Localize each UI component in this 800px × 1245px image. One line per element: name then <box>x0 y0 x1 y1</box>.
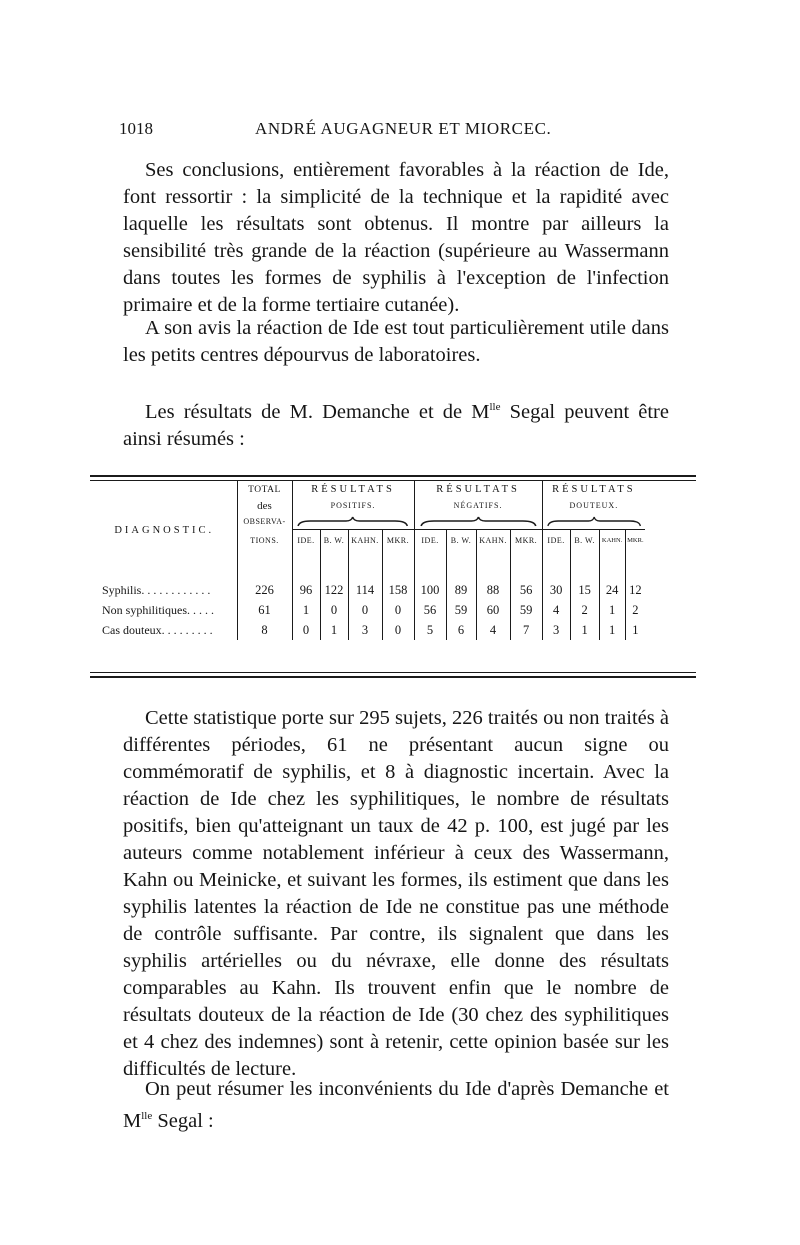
title-superscript: lle <box>489 401 501 413</box>
row-label-text: Cas douteux <box>102 622 162 637</box>
brace-negatifs <box>414 513 542 529</box>
col-header: IDE. <box>414 529 446 551</box>
row-total: 226 <box>237 580 292 600</box>
cell-value: 89 <box>446 580 476 600</box>
cell-value: 30 <box>542 580 570 600</box>
spacer-cell <box>599 551 625 580</box>
cell-value: 1 <box>570 620 599 640</box>
spacer-cell <box>476 551 510 580</box>
paragraph-utility: A son avis la réaction de Ide est tout particulièrement utile dans les petits centres dépourvus de laboratoires. <box>123 317 669 366</box>
paragraph-text: Segal : <box>152 1109 214 1132</box>
row-label-text: Syphilis <box>102 582 142 597</box>
col-header: KAHN. <box>348 529 382 551</box>
page-header <box>119 119 679 143</box>
cell-value: 60 <box>476 600 510 620</box>
cell-value: 1 <box>320 620 348 640</box>
cell-value: 0 <box>382 600 414 620</box>
table-row <box>92 620 692 640</box>
cell-value: 1 <box>599 600 625 620</box>
col-header: MKR. <box>625 529 645 551</box>
cell-value: 0 <box>382 620 414 640</box>
results-table <box>90 475 696 678</box>
row-leader-dots: . . . . . . . . . . . . <box>141 582 211 597</box>
cell-value: 15 <box>570 580 599 600</box>
spacer-cell <box>382 551 414 580</box>
total-header-line4: TIONS. <box>237 529 292 551</box>
cell-value: 0 <box>348 600 382 620</box>
spacer-cell <box>414 551 446 580</box>
row-total: 8 <box>237 620 292 640</box>
cell-value: 88 <box>476 580 510 600</box>
cell-value: 7 <box>510 620 542 640</box>
col-header: MKR. <box>510 529 542 551</box>
col-header: B. W. <box>446 529 476 551</box>
spacer-cell <box>320 551 348 580</box>
cell-value: 114 <box>348 580 382 600</box>
cell-value: 6 <box>446 620 476 640</box>
spacer-cell <box>625 551 645 580</box>
total-header-line2: des <box>237 498 292 513</box>
cell-value: 24 <box>599 580 625 600</box>
cell-value: 56 <box>510 580 542 600</box>
spacer-cell <box>510 551 542 580</box>
group-subheader-douteux: DOUTEUX. <box>542 498 645 513</box>
group-header-negatifs: RÉSULTATS <box>414 481 542 498</box>
row-label <box>92 600 237 620</box>
cell-value: 56 <box>414 600 446 620</box>
row-leader-dots: . . . . . <box>187 602 215 617</box>
brace-icon <box>547 515 641 527</box>
cell-value: 2 <box>625 600 645 620</box>
col-header: IDE. <box>292 529 320 551</box>
brace-positifs <box>292 513 414 529</box>
spacer-cell <box>570 551 599 580</box>
paragraph-text: On peut résumer les inconvénients du Ide d'après Demanche et M <box>123 1078 669 1132</box>
cell-value: 4 <box>476 620 510 640</box>
diagnostic-header: DIAGNOSTIC. <box>114 525 215 536</box>
paragraph-statistics: Cette statistique porte sur 295 sujets, 226 traités ou non traités à différentes périodes, 61 ne présentant aucun signe ou commémoratif de syphilis, et 8 à diagnostic incertain. Avec la réaction de Ide chez les syphilitiques, le nombre de résultats positifs, bien qu'atteignant un taux de 42 p. 100, est jugé par les auteurs comme notablement inférieur à ceux des Wassermann, Kahn ou Meinicke, et suivant les formes, ils estiment que dans les syphilis latentes la réaction de Ide ne constitue pas une méthode de contrôle suffisante. Par contre, ils signalent que dans les syphilis artérielles ou du névraxe, elle donne des résultats comparables au Kahn. Ils trouvent enfin que le nombre de résultats douteux de la réaction de Ide (30 chez des syphilitiques et 4 chez des indemnes) sont à retenir, cette opinion basée sur les difficultés de lecture. <box>123 707 669 1080</box>
spacer-cell <box>542 551 570 580</box>
cell-value: 4 <box>542 600 570 620</box>
title-superscript: lle <box>141 1110 153 1122</box>
total-header-line1: TOTAL <box>237 481 292 498</box>
table-row <box>92 600 692 620</box>
col-header: KAHN. <box>476 529 510 551</box>
table-right-margin <box>645 481 692 580</box>
cell-value: 1 <box>292 600 320 620</box>
header-row-groups <box>92 481 692 498</box>
paragraph-inconvenients <box>123 1076 669 1135</box>
cell-value: 12 <box>625 580 645 600</box>
row-total: 61 <box>237 600 292 620</box>
cell-value: 96 <box>292 580 320 600</box>
spacer-cell <box>237 551 292 580</box>
brace-icon <box>420 515 537 527</box>
row-label <box>92 580 237 600</box>
paragraph-text: Les résultats de M. Demanche et de M <box>145 400 490 423</box>
cell-value: 0 <box>320 600 348 620</box>
spacer-cell <box>446 551 476 580</box>
group-header-positifs: RÉSULTATS <box>292 481 414 498</box>
cell-value: 1 <box>599 620 625 640</box>
row-label-text: Non syphilitiques <box>102 602 188 617</box>
row-label <box>92 620 237 640</box>
cell-value: 100 <box>414 580 446 600</box>
spacer-cell <box>348 551 382 580</box>
col-header: MKR. <box>382 529 414 551</box>
brace-douteux <box>542 513 645 529</box>
cell-value: 158 <box>382 580 414 600</box>
running-title: ANDRÉ AUGAGNEUR ET MIORCEC. <box>255 119 552 138</box>
spacer-cell <box>292 551 320 580</box>
col-header: IDE. <box>542 529 570 551</box>
table-row <box>92 580 692 600</box>
cell-value: 0 <box>292 620 320 640</box>
paragraph-results-intro <box>123 394 669 453</box>
group-header-douteux: RÉSULTATS <box>542 481 645 498</box>
cell-value: 1 <box>625 620 645 640</box>
col-header: KAHN. <box>599 529 625 551</box>
cell-value: 59 <box>510 600 542 620</box>
brace-icon <box>297 515 408 527</box>
col-header: B. W. <box>570 529 599 551</box>
col-header: B. W. <box>320 529 348 551</box>
row-leader-dots: . . . . . . . . . <box>161 622 213 637</box>
cell-value: 5 <box>414 620 446 640</box>
cell-value: 3 <box>542 620 570 640</box>
results-grid <box>92 481 692 640</box>
group-subheader-positifs: POSITIFS. <box>292 498 414 513</box>
cell-value: 2 <box>570 600 599 620</box>
group-subheader-negatifs: NÉGATIFS. <box>414 498 542 513</box>
cell-value: 59 <box>446 600 476 620</box>
cell-value: 122 <box>320 580 348 600</box>
cell-value: 3 <box>348 620 382 640</box>
paragraph-text: Segal peuvent être ainsi résumés : <box>123 400 669 450</box>
total-header-line3: OBSERVA- <box>237 513 292 529</box>
paragraph-conclusions: Ses conclusions, entièrement favorables à la réaction de Ide, font ressortir : la simplicité de la technique et la rapidité avec laquelle les résultats sont obtenus. Il montre par ailleurs la sensibilité très grande de la réaction (supérieure au Wassermann dans toutes les formes de syphilis à l'exception de l'infection primaire et de la forme tertiaire cutanée). <box>123 159 669 316</box>
page-number: 1018 <box>119 119 153 138</box>
